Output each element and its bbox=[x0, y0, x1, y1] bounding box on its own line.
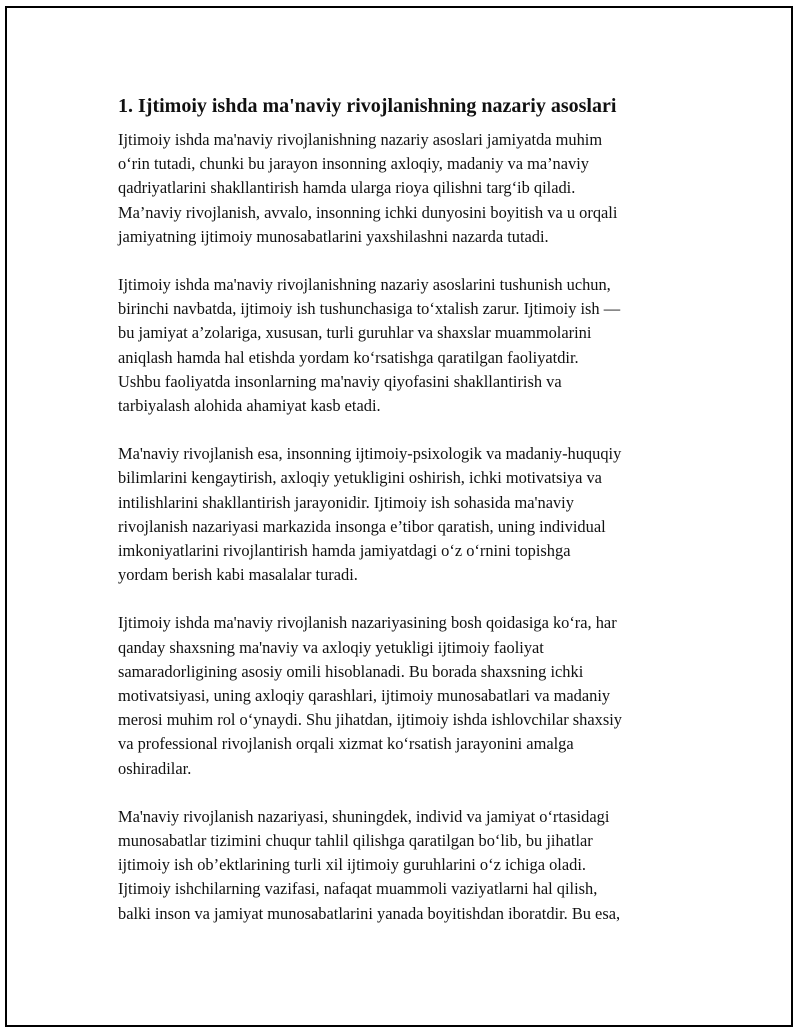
text-line: o‘rin tutadi, chunki bu jarayon insonning axloqiy, madaniy va ma’naviy bbox=[118, 154, 589, 174]
text-line: Ijtimoiy ishda ma'naviy rivojlanishning nazariy asoslarini tushunish uchun, bbox=[118, 275, 611, 295]
document-body bbox=[118, 92, 690, 950]
text-line: jamiyatning ijtimoiy munosabatlarini yaxshilashni nazarda tutadi. bbox=[118, 226, 549, 246]
text-line: motivatsiyasi, uning axloqiy qarashlari, ijtimoiy munosabatlari va madaniy bbox=[118, 686, 611, 706]
paragraph-3 bbox=[118, 442, 690, 587]
text-line: Ushbu faoliyatda insonlarning ma'naviy qiyofasini shakllantirish va bbox=[118, 371, 562, 391]
text-line: qadriyatlarini shakllantirish hamda ularga rioya qilishni targ‘ib qiladi. bbox=[118, 178, 576, 198]
text-line: Ijtimoiy ishchilarning vazifasi, nafaqat muammoli vaziyatlarni hal qilish, bbox=[118, 879, 598, 899]
text-line: munosabatlar tizimini chuqur tahlil qilishga qaratilgan bo‘lib, bu jihatlar bbox=[118, 831, 593, 851]
text-line: balki inson va jamiyat munosabatlarini yanada boyitishdan iboratdir. Bu esa, bbox=[118, 903, 621, 923]
section-heading: 1. Ijtimoiy ishda ma'naviy rivojlanishning nazariy asoslari bbox=[118, 95, 617, 117]
text-line: Ijtimoiy ishda ma'naviy rivojlanishning nazariy asoslari jamiyatda muhim bbox=[118, 130, 603, 149]
text-line: birinchi navbatda, ijtimoiy ish tushunchasiga to‘xtalish zarur. Ijtimoiy ish — bbox=[118, 299, 621, 319]
text-line: samaradorligining asosiy omili hisoblanadi. Bu borada shaxsning ichki bbox=[118, 661, 584, 681]
paragraph-2 bbox=[118, 273, 690, 418]
text-line: Ma’naviy rivojlanish, avvalo, insonning ichki dunyosini boyitish va u orqali bbox=[118, 202, 618, 222]
paragraph-1 bbox=[118, 128, 690, 249]
text-line: tarbiyalash alohida ahamiyat kasb etadi. bbox=[118, 396, 381, 416]
text-line: aniqlash hamda hal etishda yordam ko‘rsatishga qaratilgan faoliyatdir. bbox=[118, 347, 579, 367]
paragraph-5 bbox=[118, 805, 690, 926]
text-line: yordam berish kabi masalalar turadi. bbox=[118, 565, 358, 585]
text-line: bu jamiyat a’zolariga, xususan, turli guruhlar va shaxslar muammolarini bbox=[118, 323, 592, 343]
text-line: rivojlanish nazariyasi markazida insonga e’tibor qaratish, uning individual bbox=[118, 516, 606, 536]
text-line: Ma'naviy rivojlanish nazariyasi, shuningdek, individ va jamiyat o‘rtasidagi bbox=[118, 806, 610, 826]
text-line: oshiradilar. bbox=[118, 758, 192, 778]
text-line: merosi muhim rol o‘ynaydi. Shu jihatdan, ijtimoiy ishda ishlovchilar shaxsiy bbox=[118, 710, 622, 730]
text-line: intilishlarini shakllantirish jarayonidir. Ijtimoiy ish sohasida ma'naviy bbox=[118, 492, 574, 512]
text-line: Ma'naviy rivojlanish esa, insonning ijtimoiy-psixologik va madaniy-huquqiy bbox=[118, 444, 622, 464]
text-line: qanday shaxsning ma'naviy va axloqiy yetukligi ijtimoiy faoliyat bbox=[118, 637, 544, 657]
text-line: va professional rivojlanish orqali xizmat ko‘rsatish jarayonini amalga bbox=[118, 734, 574, 754]
text-line: imkoniyatlarini rivojlantirish hamda jamiyatdagi o‘z o‘rnini topishga bbox=[118, 541, 571, 561]
text-line: Ijtimoiy ishda ma'naviy rivojlanish nazariyasining bosh qoidasiga ko‘ra, har bbox=[118, 613, 617, 633]
text-line: bilimlarini kengaytirish, axloqiy yetukligini oshirish, ichki motivatsiya va bbox=[118, 468, 602, 488]
text-line: ijtimoiy ish ob’ektlarining turli xil ijtimoiy guruhlarini o‘z ichiga oladi. bbox=[118, 855, 586, 875]
paragraph-4 bbox=[118, 611, 690, 780]
